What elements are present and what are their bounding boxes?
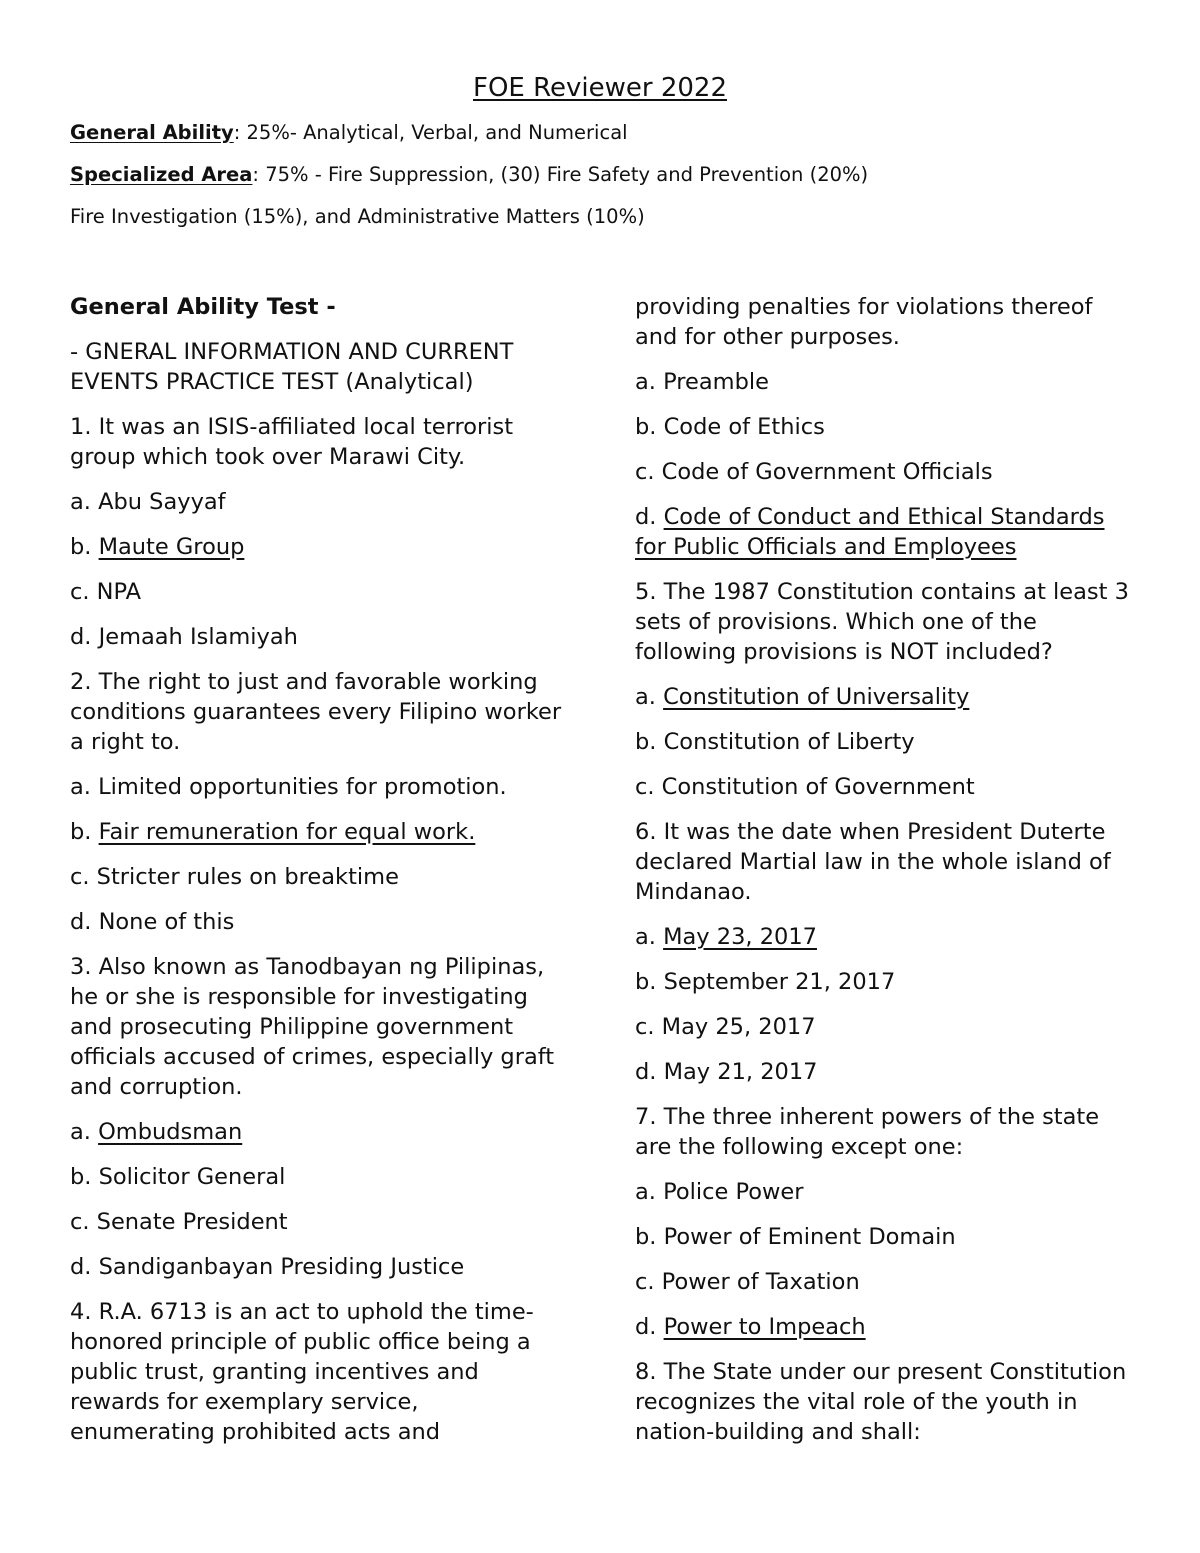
q7-option-d-prefix: d.: [635, 1314, 664, 1340]
q2-option-a: a. Limited opportunities for promotion.: [70, 774, 507, 800]
q6-answer: May 23, 2017: [663, 924, 817, 950]
q6-option-b: b. September 21, 2017: [635, 969, 896, 995]
specialized-area-label: Specialized Area: [70, 163, 253, 186]
section-subheading: - GNERAL INFORMATION AND CURRENT EVENTS PRACTICE TEST (Analytical): [70, 339, 514, 395]
question-3: 3. Also known as Tanodbayan ng Pilipinas, he or she is responsible for investigating and prosecuting Philippine government officials accused of crimes, especially graft and corruption.: [70, 954, 555, 1100]
q3-option-a-prefix: a.: [70, 1119, 99, 1145]
q6-option-c: c. May 25, 2017: [635, 1014, 816, 1040]
q4-option-a: a. Preamble: [635, 369, 769, 395]
q5-option-a-prefix: a.: [635, 684, 664, 710]
q1-option-c: c. NPA: [70, 579, 142, 605]
left-column: [70, 292, 570, 1462]
q4-option-b: b. Code of Ethics: [635, 414, 825, 440]
question-4-start: 4. R.A. 6713 is an act to uphold the time-honored principle of public office being a public trust, granting incentives and rewards for exemplary service, enumerating prohibited acts and: [70, 1299, 534, 1445]
q4-answer: Code of Conduct and Ethical Standards for Public Officials and Employees: [635, 504, 1105, 560]
q5-option-b: b. Constitution of Liberty: [635, 729, 915, 755]
q3-answer: Ombudsman: [98, 1119, 243, 1145]
q7-answer: Power to Impeach: [663, 1314, 866, 1340]
section-heading: General Ability Test -: [70, 294, 336, 320]
q2-answer: Fair remuneration for equal work.: [98, 819, 476, 845]
q6-option-a: [635, 922, 1135, 952]
general-ability-label: General Ability: [70, 121, 234, 144]
question-1: 1. It was an ISIS-affiliated local terrorist group which took over Marawi City.: [70, 414, 514, 470]
question-5: 5. The 1987 Constitution contains at least 3 sets of provisions. Which one of the following provisions is NOT included?: [635, 579, 1129, 665]
question-6: 6. It was the date when President Duterte declared Martial law in the whole island of Mindanao.: [635, 819, 1111, 905]
q3-option-a: [70, 1117, 570, 1147]
q4-option-d: [635, 502, 1135, 562]
q2-option-c: c. Stricter rules on breaktime: [70, 864, 399, 890]
q5-option-c: c. Constitution of Government: [635, 774, 975, 800]
q4-option-d-prefix: d.: [635, 504, 664, 530]
q7-option-c: c. Power of Taxation: [635, 1269, 860, 1295]
q2-option-b-prefix: b.: [70, 819, 99, 845]
general-ability-text: : 25%- Analytical, Verbal, and Numerical: [233, 121, 628, 144]
q3-option-b: b. Solicitor General: [70, 1164, 286, 1190]
general-ability-line: [70, 120, 628, 146]
q2-option-b: [70, 817, 570, 847]
q7-option-a: a. Police Power: [635, 1179, 804, 1205]
q1-answer: Maute Group: [98, 534, 245, 560]
specialized-area-text: : 75% - Fire Suppression, (30) Fire Safety and Prevention (20%): [252, 163, 869, 186]
page-title: FOE Reviewer 2022: [473, 73, 727, 103]
q3-option-c: c. Senate President: [70, 1209, 288, 1235]
q6-option-d: d. May 21, 2017: [635, 1059, 818, 1085]
specialized-area-continuation: Fire Investigation (15%), and Administrative Matters (10%): [70, 205, 645, 228]
q5-option-a: [635, 682, 1135, 712]
question-7: 7. The three inherent powers of the state are the following except one:: [635, 1104, 1100, 1160]
question-2: 2. The right to just and favorable working conditions guarantees every Filipino worker a right to.: [70, 669, 562, 755]
q1-option-b: [70, 532, 570, 562]
q7-option-d: [635, 1312, 1135, 1342]
q5-answer: Constitution of Universality: [663, 684, 970, 710]
q7-option-b: b. Power of Eminent Domain: [635, 1224, 956, 1250]
q2-option-d: d. None of this: [70, 909, 235, 935]
question-8: 8. The State under our present Constitution recognizes the vital role of the youth in nation-building and shall:: [635, 1359, 1127, 1445]
q1-option-a: a. Abu Sayyaf: [70, 489, 226, 515]
q3-option-d: d. Sandiganbayan Presiding Justice: [70, 1254, 465, 1280]
q6-option-a-prefix: a.: [635, 924, 664, 950]
q1-option-b-prefix: b.: [70, 534, 99, 560]
q1-option-d: d. Jemaah Islamiyah: [70, 624, 298, 650]
q4-option-c: c. Code of Government Officials: [635, 459, 993, 485]
specialized-area-line: [70, 162, 868, 188]
question-4-continuation: providing penalties for violations thereof and for other purposes.: [635, 294, 1093, 350]
right-column: [635, 292, 1135, 1462]
